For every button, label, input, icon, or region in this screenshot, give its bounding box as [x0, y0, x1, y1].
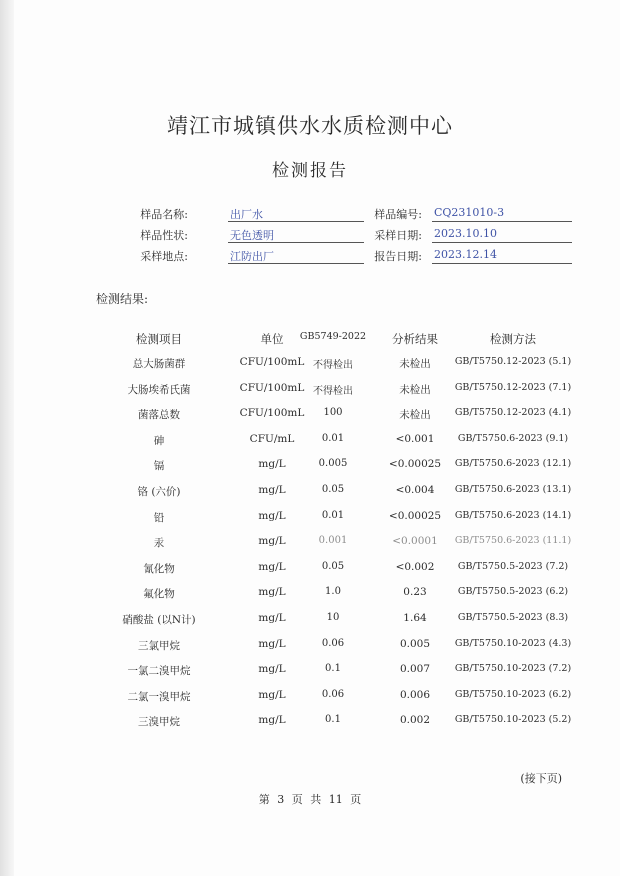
cell-standard: 0.005 [318, 458, 348, 470]
sample-property-label: 样品性状: [140, 229, 188, 242]
cell-method: GB/T5750.12-2023 (7.1) [454, 381, 572, 393]
cell-method: GB/T5750.12-2023 (5.1) [454, 356, 572, 367]
cell-method: GB/T5750.10-2023 (7.2) [454, 663, 572, 675]
cell-result: 0.005 [399, 637, 431, 650]
cell-standard: 不得检出 [313, 385, 353, 397]
report-title: 检测报告 [272, 161, 348, 181]
cell-method: GB/T5750.10-2023 (6.2) [454, 688, 572, 700]
sample-date-value: 2023.10.10 [432, 227, 572, 243]
cell-unit: CFU/100mL [239, 407, 305, 420]
page-suffix: 页 [350, 793, 362, 806]
cell-unit: mg/L [258, 484, 286, 496]
header-result: 分析结果 [392, 332, 438, 346]
continued-note: (接下页) [520, 772, 562, 785]
cell-unit: CFU/100mL [239, 381, 305, 394]
cell-item: 大肠埃希氏菌 [127, 383, 191, 396]
table-row [96, 663, 572, 683]
table-row [96, 356, 572, 376]
sample-name-label: 样品名称: [140, 208, 188, 221]
header-standard: GB5749-2022 [299, 331, 367, 342]
cell-standard: 0.01 [321, 509, 345, 521]
cell-result: 0.002 [399, 714, 431, 727]
cell-item: 菌落总数 [138, 409, 180, 422]
cell-result: <0.004 [395, 484, 435, 496]
sample-info-row-3 [0, 248, 620, 266]
sample-info-row-2 [0, 227, 620, 245]
sample-location-label: 采样地点: [140, 250, 188, 263]
cell-method: GB/T5750.10-2023 (5.2) [454, 714, 572, 726]
cell-result: 未检出 [399, 409, 431, 422]
cell-method: GB/T5750.5-2023 (7.2) [457, 560, 569, 572]
cell-standard: 10 [326, 612, 340, 623]
table-row [96, 612, 569, 632]
cell-item: 硝酸盐 (以N计) [122, 614, 196, 626]
header-method: 检测方法 [490, 332, 536, 346]
table-row [96, 407, 572, 427]
cell-method: GB/T5750.6-2023 (9.1) [457, 432, 569, 444]
cell-unit: mg/L [258, 612, 286, 624]
cell-unit: mg/L [258, 714, 286, 727]
cell-unit: mg/L [258, 535, 286, 548]
cell-standard: 0.05 [321, 560, 345, 572]
cell-item: 汞 [153, 537, 165, 550]
cell-item: 砷 [153, 434, 165, 447]
cell-unit: CFU/mL [249, 432, 295, 445]
sample-date-label: 采样日期: [374, 229, 422, 242]
sample-number-label: 样品编号: [374, 208, 422, 221]
cell-unit: mg/L [258, 663, 286, 676]
table-row [96, 484, 572, 504]
sample-info-row-1 [0, 206, 620, 224]
page-total-word: 共 [310, 793, 322, 806]
page-current: 3 [277, 793, 285, 806]
organization-name: 靖江市城镇供水水质检测中心 [167, 114, 453, 138]
header-item: 检测项目 [136, 332, 182, 346]
cell-item: 一氯二溴甲烷 [127, 665, 191, 678]
cell-result: <0.00025 [388, 509, 442, 522]
page-prefix: 第 [258, 793, 270, 806]
cell-result: <0.0001 [392, 535, 438, 548]
page-number [0, 791, 620, 807]
header-unit: 单位 [260, 332, 284, 346]
cell-result: 未检出 [399, 358, 431, 370]
table-row [96, 637, 572, 658]
cell-standard: 1.0 [325, 586, 341, 598]
report-date-label: 报告日期: [374, 250, 422, 263]
cell-standard: 0.06 [321, 688, 345, 700]
sample-number-value: CQ231010-3 [432, 206, 572, 222]
table-row [96, 381, 572, 402]
cell-standard: 100 [323, 407, 343, 419]
cell-method: GB/T5750.5-2023 (8.3) [457, 612, 569, 623]
cell-method: GB/T5750.10-2023 (4.3) [454, 637, 572, 649]
cell-method: GB/T5750.12-2023 (4.1) [454, 407, 572, 419]
cell-item: 铬 (六价) [137, 486, 181, 498]
table-row [96, 586, 569, 606]
cell-standard: 0.06 [321, 637, 345, 649]
cell-item: 铅 [153, 511, 165, 524]
cell-result: 0.007 [399, 663, 431, 676]
cell-unit: mg/L [258, 458, 286, 471]
table-row [96, 432, 569, 453]
cell-item: 总大肠菌群 [132, 358, 186, 370]
table-row [96, 535, 572, 555]
cell-result: <0.00025 [388, 458, 442, 471]
sample-property-value: 无色透明 [228, 227, 364, 243]
cell-standard: 0.05 [321, 484, 345, 495]
cell-method: GB/T5750.6-2023 (11.1) [454, 535, 572, 547]
cell-standard: 0.01 [321, 432, 345, 444]
cell-standard: 不得检出 [313, 360, 353, 371]
cell-unit: mg/L [258, 560, 286, 573]
table-header-row [96, 331, 566, 351]
report-date-value: 2023.12.14 [432, 248, 572, 264]
cell-item: 二氯一溴甲烷 [127, 690, 191, 703]
cell-unit: mg/L [258, 586, 286, 599]
cell-result: <0.001 [395, 432, 435, 445]
table-row [96, 560, 569, 581]
cell-standard: 0.001 [318, 535, 348, 547]
sample-name-value: 出厂水 [228, 206, 364, 222]
cell-item: 镉 [153, 460, 165, 473]
sample-location-value: 江防出厂 [228, 248, 364, 264]
page-total: 11 [328, 793, 343, 806]
results-label: 检测结果: [96, 292, 149, 306]
cell-method: GB/T5750.5-2023 (6.2) [457, 586, 569, 598]
cell-standard: 0.1 [325, 714, 341, 726]
cell-unit: mg/L [258, 688, 286, 701]
table-row [96, 509, 572, 530]
table-row [96, 714, 572, 734]
cell-standard: 0.1 [325, 663, 341, 675]
cell-result: <0.002 [395, 560, 435, 573]
cell-item: 三溴甲烷 [138, 716, 180, 729]
cell-result: 1.64 [403, 612, 427, 624]
cell-unit: CFU/100mL [239, 356, 305, 368]
cell-result: 未检出 [399, 383, 431, 396]
cell-method: GB/T5750.6-2023 (13.1) [454, 484, 572, 495]
cell-unit: mg/L [258, 637, 286, 650]
table-row [96, 688, 572, 709]
cell-method: GB/T5750.6-2023 (12.1) [454, 458, 572, 470]
cell-item: 氟化物 [143, 588, 175, 601]
page-word: 页 [291, 793, 303, 806]
cell-result: 0.23 [403, 586, 427, 599]
cell-item: 氰化物 [143, 562, 175, 575]
cell-unit: mg/L [258, 509, 286, 522]
table-row [96, 458, 572, 478]
cell-result: 0.006 [399, 688, 431, 701]
cell-item: 三氯甲烷 [138, 639, 180, 652]
cell-method: GB/T5750.6-2023 (14.1) [454, 509, 572, 521]
